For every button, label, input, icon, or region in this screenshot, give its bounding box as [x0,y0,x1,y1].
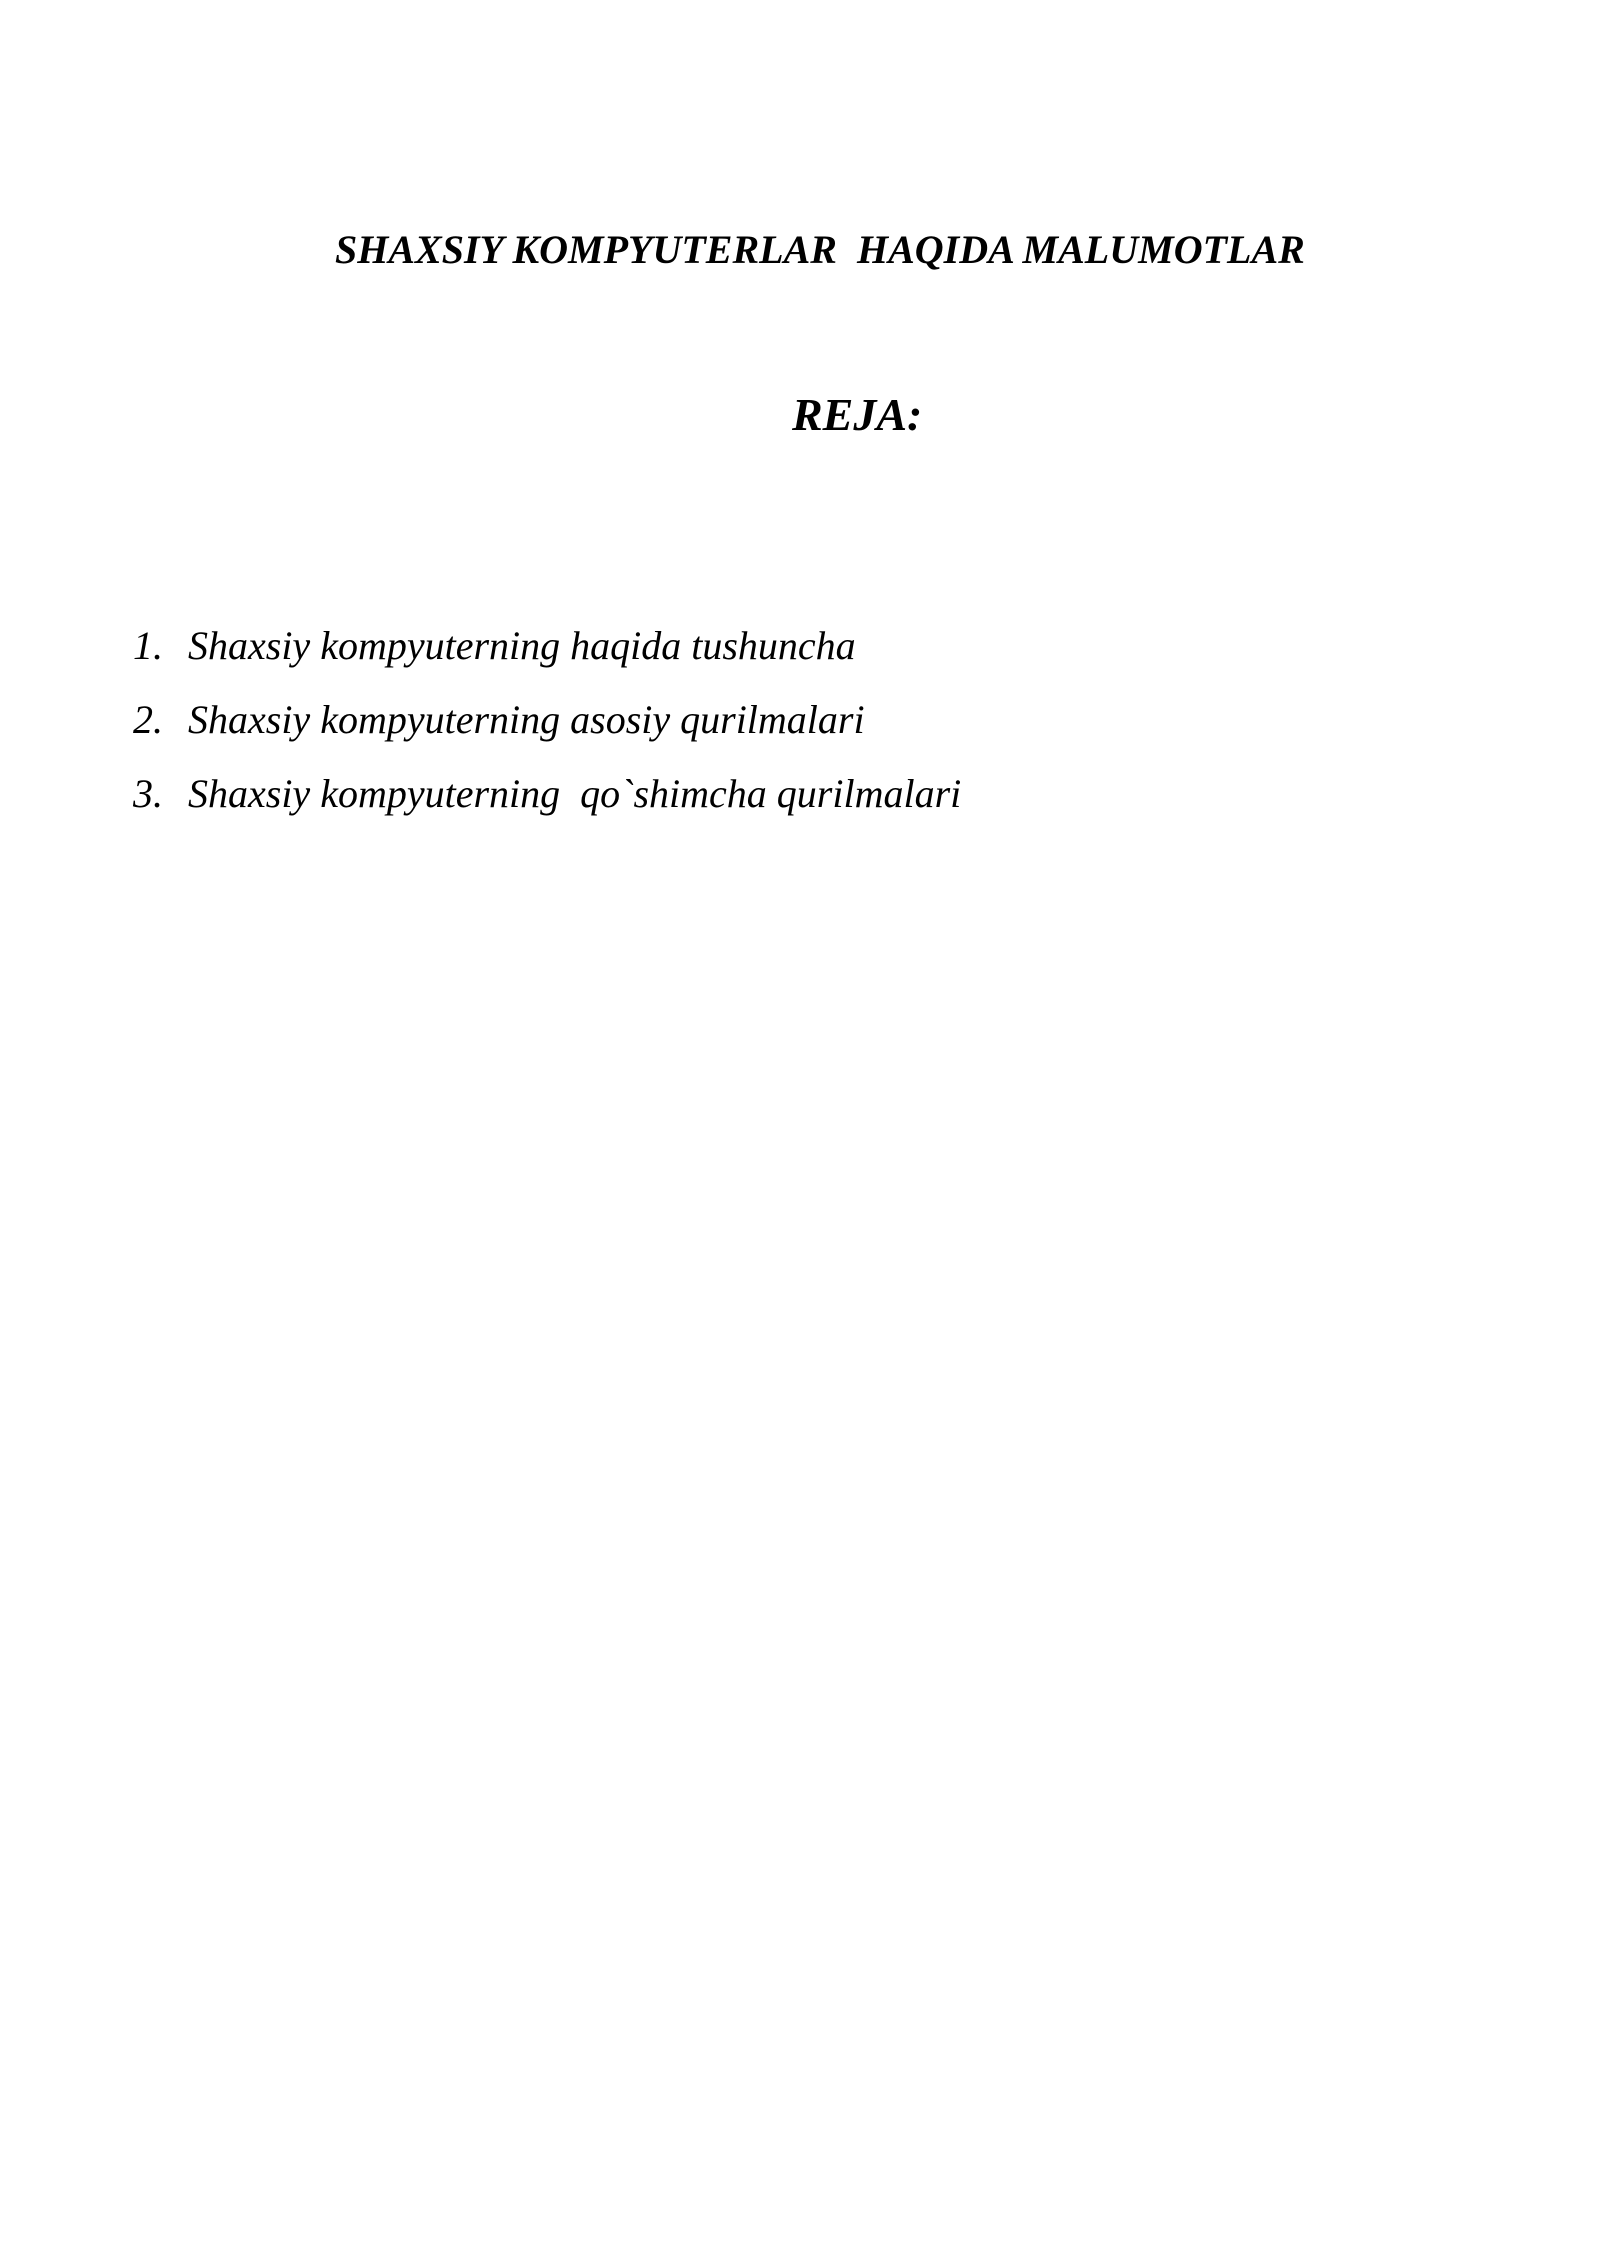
plan-item [133,618,961,692]
plan-item-text: Shaxsiy kompyuterning haqida tushuncha [188,623,856,668]
plan-item [133,692,961,766]
plan-item-text: Shaxsiy kompyuterning asosiy qurilmalari [188,697,865,742]
plan-item-number: 1. [133,623,163,668]
plan-item-text: Shaxsiy kompyuterning qo`shimcha qurilmalari [188,771,962,816]
plan-item-number: 2. [133,697,163,742]
document-title: SHAXSIY KOMPYUTERLAR HAQIDA MALUMOTLAR [335,227,1305,272]
plan-item [133,766,961,840]
plan-item-number: 3. [133,771,163,816]
plan-list [133,618,961,840]
plan-heading: REJA: [792,389,923,440]
